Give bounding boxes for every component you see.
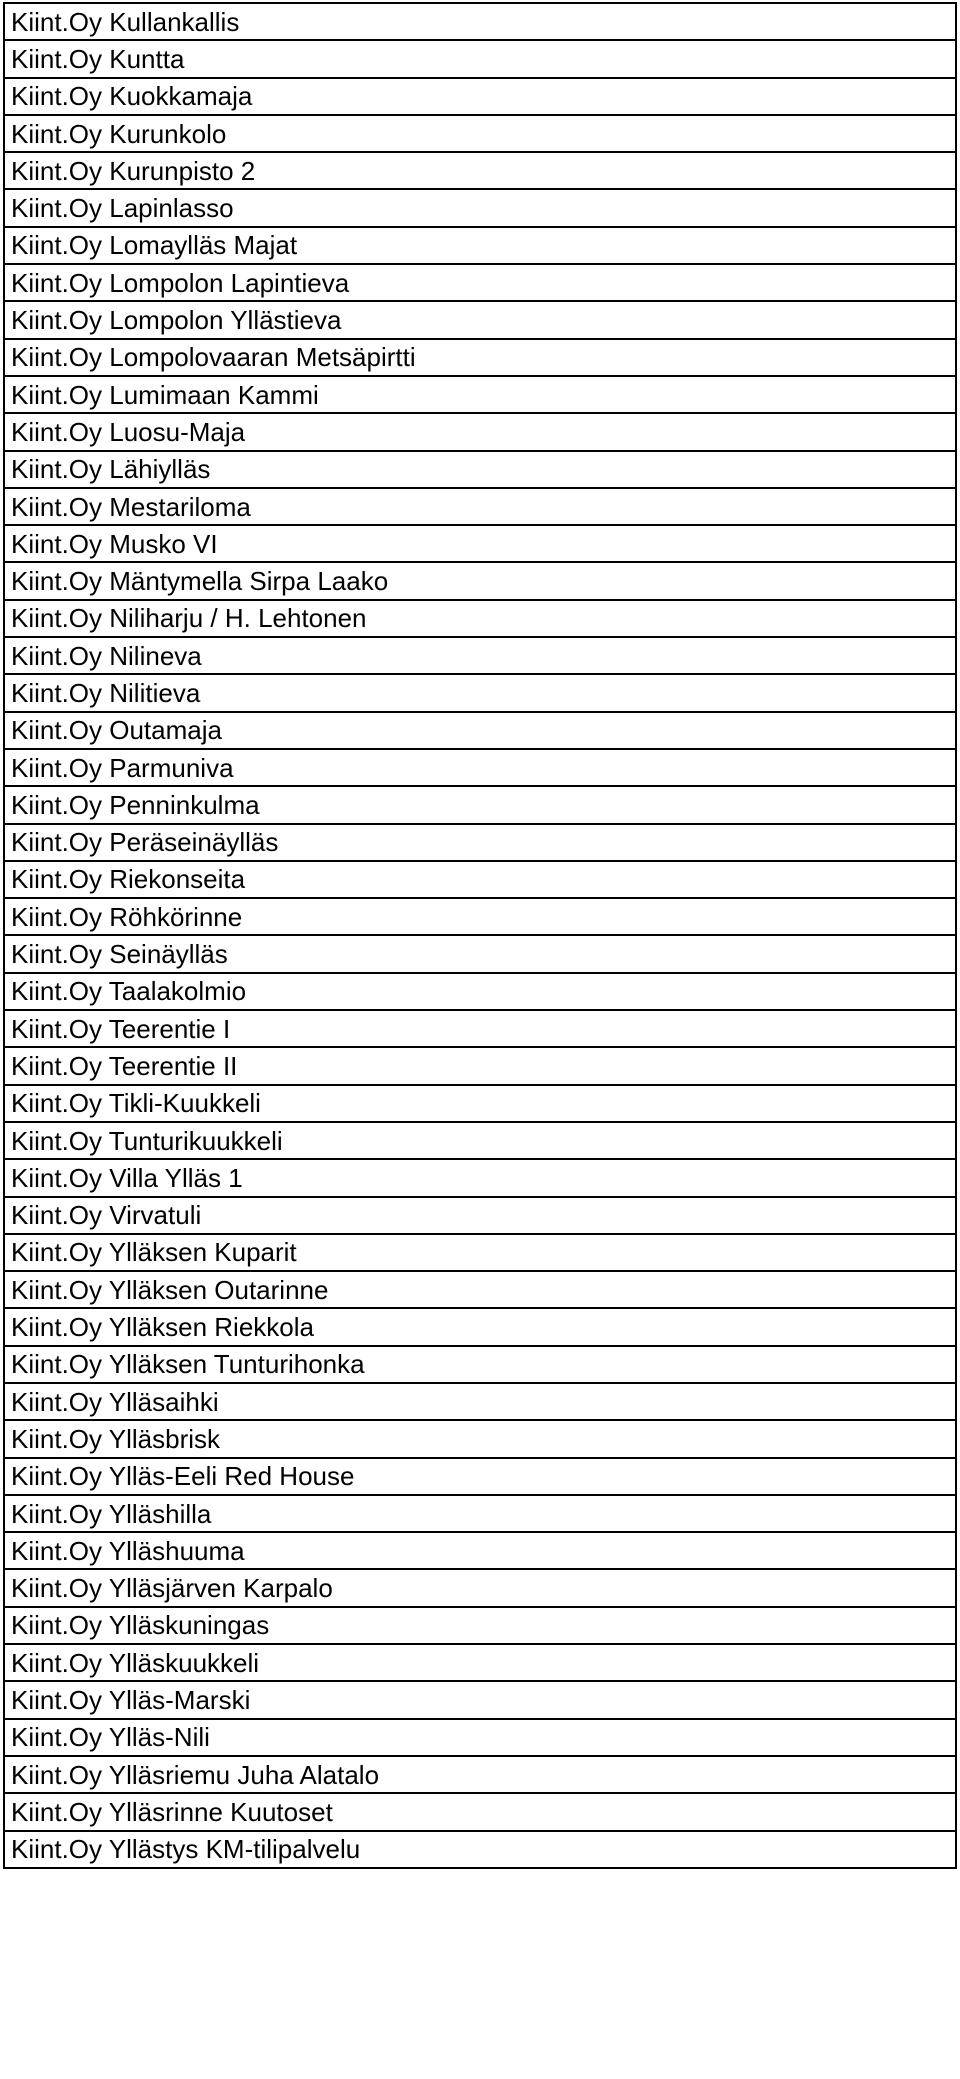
table-row bbox=[4, 749, 956, 786]
company-name-cell: Kiint.Oy Peräseinäylläs bbox=[4, 824, 956, 861]
table-row bbox=[4, 525, 956, 562]
company-name-cell: Kiint.Oy Kurunpisto 2 bbox=[4, 152, 956, 189]
company-name-cell: Kiint.Oy Nilitieva bbox=[4, 674, 956, 711]
table-row bbox=[4, 1756, 956, 1793]
company-name-cell: Kiint.Oy Nilineva bbox=[4, 637, 956, 674]
company-name-cell: Kiint.Oy Taalakolmio bbox=[4, 973, 956, 1010]
company-name-cell: Kiint.Oy Mestariloma bbox=[4, 488, 956, 525]
table-row bbox=[4, 935, 956, 972]
table-row bbox=[4, 1346, 956, 1383]
table-row bbox=[4, 1122, 956, 1159]
table-row bbox=[4, 1010, 956, 1047]
table-row bbox=[4, 413, 956, 450]
company-name-cell: Kiint.Oy Parmuniva bbox=[4, 749, 956, 786]
table-row bbox=[4, 264, 956, 301]
table-row bbox=[4, 824, 956, 861]
company-name-cell: Kiint.Oy Kuntta bbox=[4, 40, 956, 77]
table-row bbox=[4, 451, 956, 488]
company-name-cell: Kiint.Oy Kuokkamaja bbox=[4, 78, 956, 115]
company-name-cell: Kiint.Oy Seinäylläs bbox=[4, 935, 956, 972]
company-name-cell: Kiint.Oy Tikli-Kuukkeli bbox=[4, 1085, 956, 1122]
table-row bbox=[4, 488, 956, 525]
company-name-cell: Kiint.Oy Ylläsriemu Juha Alatalo bbox=[4, 1756, 956, 1793]
company-name-cell: Kiint.Oy Lompolon Yllästieva bbox=[4, 301, 956, 338]
company-name-cell: Kiint.Oy Ylläksen Tunturihonka bbox=[4, 1346, 956, 1383]
table-row bbox=[4, 1159, 956, 1196]
table-row bbox=[4, 339, 956, 376]
table-row bbox=[4, 1644, 956, 1681]
company-name-cell: Kiint.Oy Ylläskuukkeli bbox=[4, 1644, 956, 1681]
company-name-cell: Kiint.Oy Ylläshuuma bbox=[4, 1532, 956, 1569]
company-name-cell: Kiint.Oy Ylläksen Kuparit bbox=[4, 1234, 956, 1271]
company-name-cell: Kiint.Oy Teerentie I bbox=[4, 1010, 956, 1047]
table-row bbox=[4, 712, 956, 749]
table-row bbox=[4, 1271, 956, 1308]
table-row bbox=[4, 674, 956, 711]
company-name-cell: Kiint.Oy Riekonseita bbox=[4, 861, 956, 898]
company-name-cell: Kiint.Oy Ylläs-Nili bbox=[4, 1719, 956, 1756]
company-name-cell: Kiint.Oy Röhkörinne bbox=[4, 898, 956, 935]
company-name-cell: Kiint.Oy Lapinlasso bbox=[4, 189, 956, 226]
table-row bbox=[4, 637, 956, 674]
table-row bbox=[4, 3, 956, 40]
table-row bbox=[4, 1569, 956, 1606]
table-row bbox=[4, 78, 956, 115]
table-row bbox=[4, 115, 956, 152]
table-row bbox=[4, 861, 956, 898]
company-name-cell: Kiint.Oy Lompolon Lapintieva bbox=[4, 264, 956, 301]
table-row bbox=[4, 973, 956, 1010]
company-name-cell: Kiint.Oy Ylläskuningas bbox=[4, 1607, 956, 1644]
company-name-cell: Kiint.Oy Ylläsrinne Kuutoset bbox=[4, 1793, 956, 1830]
company-name-cell: Kiint.Oy Ylläsaihki bbox=[4, 1383, 956, 1420]
company-name-cell: Kiint.Oy Outamaja bbox=[4, 712, 956, 749]
company-name-cell: Kiint.Oy Tunturikuukkeli bbox=[4, 1122, 956, 1159]
table-row bbox=[4, 1681, 956, 1718]
table-row bbox=[4, 301, 956, 338]
company-name-cell: Kiint.Oy Musko VI bbox=[4, 525, 956, 562]
company-name-cell: Kiint.Oy Kurunkolo bbox=[4, 115, 956, 152]
company-name-cell: Kiint.Oy Penninkulma bbox=[4, 786, 956, 823]
table-row bbox=[4, 189, 956, 226]
table-row bbox=[4, 600, 956, 637]
table-row bbox=[4, 1458, 956, 1495]
company-name-cell: Kiint.Oy Niliharju / H. Lehtonen bbox=[4, 600, 956, 637]
table-row bbox=[4, 1047, 956, 1084]
company-name-cell: Kiint.Oy Virvatuli bbox=[4, 1197, 956, 1234]
company-name-cell: Kiint.Oy Lomaylläs Majat bbox=[4, 227, 956, 264]
table-row bbox=[4, 227, 956, 264]
company-name-cell: Kiint.Oy Villa Ylläs 1 bbox=[4, 1159, 956, 1196]
company-list-table bbox=[3, 2, 957, 1869]
table-row bbox=[4, 1420, 956, 1457]
table-row bbox=[4, 1085, 956, 1122]
company-name-cell: Kiint.Oy Ylläs-Marski bbox=[4, 1681, 956, 1718]
company-name-cell: Kiint.Oy Ylläsbrisk bbox=[4, 1420, 956, 1457]
company-name-cell: Kiint.Oy Lähiylläs bbox=[4, 451, 956, 488]
table-row bbox=[4, 1495, 956, 1532]
company-name-cell: Kiint.Oy Lompolovaaran Metsäpirtti bbox=[4, 339, 956, 376]
table-row bbox=[4, 1308, 956, 1345]
table-row bbox=[4, 562, 956, 599]
company-list-body bbox=[4, 3, 956, 1868]
company-name-cell: Kiint.Oy Kullankallis bbox=[4, 3, 956, 40]
table-row bbox=[4, 40, 956, 77]
table-row bbox=[4, 1831, 956, 1868]
company-name-cell: Kiint.Oy Ylläsjärven Karpalo bbox=[4, 1569, 956, 1606]
table-row bbox=[4, 1234, 956, 1271]
company-name-cell: Kiint.Oy Ylläksen Outarinne bbox=[4, 1271, 956, 1308]
company-name-cell: Kiint.Oy Mäntymella Sirpa Laako bbox=[4, 562, 956, 599]
company-name-cell: Kiint.Oy Lumimaan Kammi bbox=[4, 376, 956, 413]
table-row bbox=[4, 898, 956, 935]
company-name-cell: Kiint.Oy Ylläs-Eeli Red House bbox=[4, 1458, 956, 1495]
table-row bbox=[4, 1719, 956, 1756]
table-row bbox=[4, 1607, 956, 1644]
company-name-cell: Kiint.Oy Luosu-Maja bbox=[4, 413, 956, 450]
table-row bbox=[4, 1532, 956, 1569]
table-row bbox=[4, 1197, 956, 1234]
table-row bbox=[4, 1383, 956, 1420]
table-row bbox=[4, 376, 956, 413]
table-row bbox=[4, 1793, 956, 1830]
company-name-cell: Kiint.Oy Yllästys KM-tilipalvelu bbox=[4, 1831, 956, 1868]
company-name-cell: Kiint.Oy Teerentie II bbox=[4, 1047, 956, 1084]
table-row bbox=[4, 152, 956, 189]
company-name-cell: Kiint.Oy Ylläshilla bbox=[4, 1495, 956, 1532]
company-name-cell: Kiint.Oy Ylläksen Riekkola bbox=[4, 1308, 956, 1345]
table-row bbox=[4, 786, 956, 823]
